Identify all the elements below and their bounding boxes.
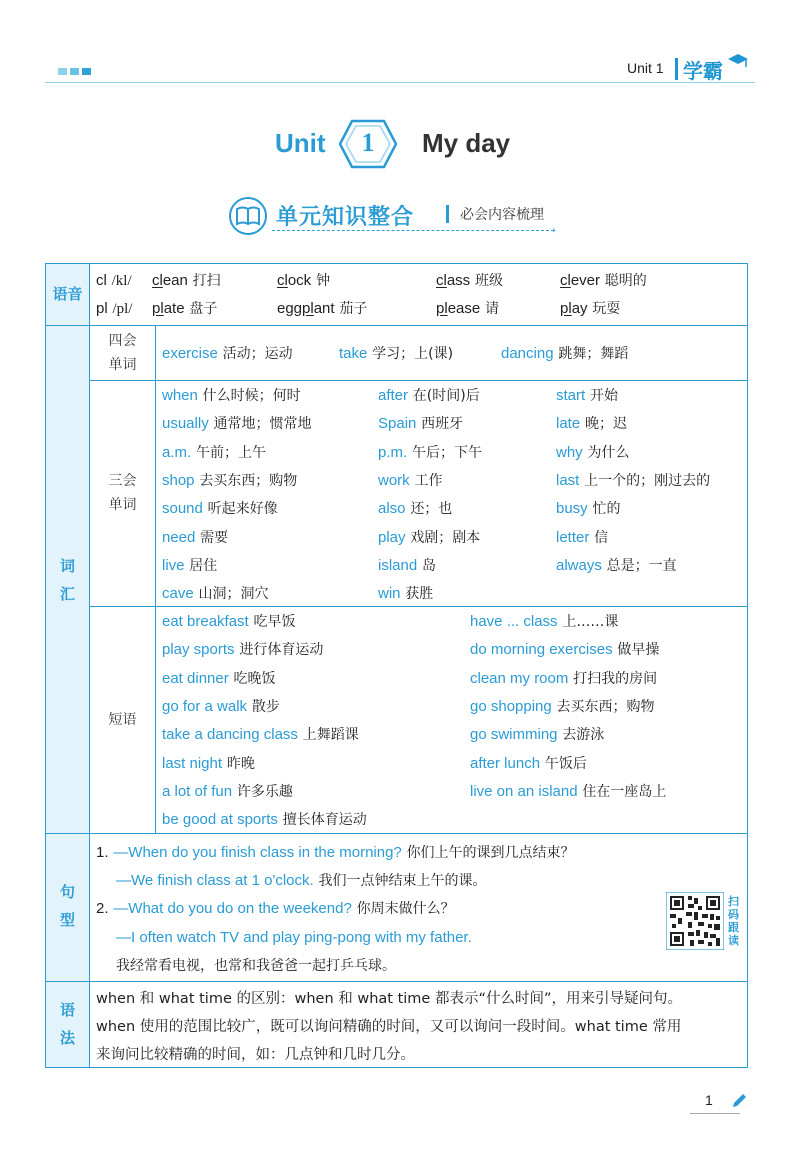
qr-code-icon[interactable] [666,892,724,950]
vocab-item [470,639,659,660]
vocab-cn: 听起来好像 [207,501,278,518]
section-underline [272,230,554,231]
vocab-item: take 学习；上(课) [339,345,454,362]
vocab-en: cave [162,585,194,603]
vocab-item [378,470,442,491]
vocab-en: also [378,500,406,518]
vocab-item [162,555,217,576]
vocab-cn: 通常地；惯常地 [213,416,312,433]
page-number: 1 [705,1092,713,1108]
pron-word: clean 打扫 [152,272,221,289]
vocab-en: why [556,443,583,461]
vocab-en: a lot of fun [162,782,233,800]
pronunciation-row-pl [96,298,132,319]
vocab-cn: 岛 [421,557,436,574]
vocab-en: win [378,585,401,603]
vocab-en: clean my room [470,669,569,687]
vocab-en: play [378,528,406,546]
sentence-2-answer-en: —I often watch TV and play ping-pong with my father. [116,929,472,946]
vocab-cn: 获胜 [405,586,434,603]
vocab-en: take a dancing class [162,726,298,744]
vocab-item [162,498,278,519]
vocab-cn: 打扫我的房间 [573,670,658,687]
vocab-item [378,527,480,548]
vocab-en: sound [162,500,203,518]
vocab-item [162,413,311,434]
section-heading [228,196,568,238]
header-unit-label: Unit 1 [627,60,664,76]
vocab-en: busy [556,500,588,518]
vocab-en: last [556,471,580,489]
pron-word: plate 盘子 [152,300,218,317]
sentence-2-answer-cn: 我经常看电视，也常和我爸爸一起打乒乓球。 [116,958,396,974]
category-vocab-label-2: 汇 [59,585,75,603]
vocab-en: p.m. [378,443,408,461]
vocab-en: shop [162,471,195,489]
vocab-cn: 擅长体育运动 [282,812,367,829]
vocab-cn: 在(时间)后 [412,388,480,404]
vocab-en: a.m. [162,443,192,461]
vocab-cn: 去游泳 [562,727,605,744]
four-skill-label: 四会 单词 [108,333,137,373]
pron-word: eggplant 茄子 [277,300,368,317]
vocab-cn: 吃晚饭 [233,670,276,687]
vocab-en: start [556,387,586,404]
grammar-line: when 使用的范围比较广，既可以询问精确的时间，又可以询问一段时间。what time 常用 [96,1019,682,1035]
vocab-item: exercise 活动；运动 [162,345,293,362]
vocab-cn: 戏剧；剧本 [410,529,481,546]
vocab-item [162,442,266,463]
vocab-item [556,527,608,548]
vocab-cn: 昨晚 [226,755,255,772]
vocab-cn: 为什么 [587,444,630,461]
vocab-item [162,724,359,745]
section-divider [446,205,449,223]
vocab-item [378,442,482,463]
vocab-item [470,781,666,802]
sound-letters: cl [96,272,107,289]
three-skill-label: 三会 单词 [108,473,137,513]
vocab-cn: 去买东西；购物 [556,698,655,715]
vocab-en: need [162,528,196,546]
vocab-cn: 总是；一直 [606,557,677,574]
vocab-item [162,611,296,632]
vocab-item [556,442,629,463]
category-sentence-label-2: 型 [59,911,75,929]
pencil-icon [730,1092,748,1110]
category-grammar-label-2: 法 [59,1029,75,1047]
vocab-item [162,781,293,802]
vocab-item [162,583,268,604]
vocab-cn: 吃早饭 [253,614,296,630]
vocab-cn: 做早操 [617,642,660,659]
vocab-item [556,470,710,491]
ipa: /kl/ [111,273,132,289]
vocab-item [162,470,297,491]
vocab-item [162,385,301,406]
vocab-en: go swimming [470,726,558,744]
section-title: 单元知识整合 [276,205,415,230]
vocab-cn: 信 [594,529,609,546]
vocab-cn: 午饭后 [544,755,587,772]
vocab-en: live on an island [470,782,578,800]
vocab-en: letter [556,528,590,546]
scan-to-read-label: 扫 码 跟 读 [728,895,739,947]
vocab-cn: 去买东西；购物 [199,472,298,489]
pron-word: clock 钟 [277,272,330,289]
sublabel-column-divider [155,326,156,833]
arrow-right-icon: › [552,225,556,236]
section-subtitle: 必会内容梳理 [460,207,544,223]
grammar-line: 来询问比较精确的时间，如：几点钟和几时几分。 [96,1047,415,1063]
vocab-item [556,498,620,519]
vocab-cn: 山洞；洞穴 [198,586,269,603]
phrases-label: 短语 [108,712,137,728]
pron-word: class 班级 [436,272,503,289]
vocab-en: when [162,387,198,404]
vocab-en: do morning exercises [470,641,613,659]
vocab-item [162,668,276,689]
pron-word: please 请 [436,300,499,317]
vocab-en: late [556,415,581,433]
vocab-cn: 午后；下午 [411,444,482,461]
vocab-item [470,611,618,632]
vocab-item [162,753,255,774]
vocab-en: island [378,556,418,574]
vocab-item [470,724,604,745]
vocab-en: go for a walk [162,697,248,715]
vocab-item [470,668,657,689]
vocab-cn: 开始 [589,388,618,404]
title-unit-number: 1 [361,128,375,157]
vocab-item [378,385,480,406]
vocab-cn: 进行体育运动 [239,642,324,659]
vocab-cn: 还；也 [410,501,453,518]
pron-word: clever 聪明的 [560,272,647,289]
vocab-cn: 晚；迟 [584,416,627,433]
vocab-cn: 上……课 [562,614,619,630]
vocab-cn: 忙的 [592,501,621,518]
brand-logo: 学霸 [683,59,723,83]
vocab-en: usually [162,415,209,433]
category-grammar-label-1: 语 [59,1001,75,1019]
vocab-en: go shopping [470,697,552,715]
vocab-item [556,385,618,406]
vocab-cn: 住在一座岛上 [582,783,667,800]
vocab-cn: 什么时候；何时 [202,388,301,404]
vocab-cn: 上舞蹈课 [302,727,359,744]
footer-rule [690,1113,740,1114]
grammar-line: when 和 what time 的区别：when 和 what time 都表示“什么时间”，用来引导疑问句。 [96,991,682,1007]
vocab-cn: 午前；上午 [195,444,266,461]
title-unit-name: My day [422,128,511,158]
vocab-en: last night [162,754,223,772]
vocab-item [162,639,323,660]
row-divider [46,325,747,326]
vocab-en: eat dinner [162,669,229,687]
vocab-item [378,555,436,576]
brand-divider [675,58,678,80]
sentence-2-question: 2. —What do you do on the weekend? 你周末做什么？ [96,900,455,917]
vocab-en: Spain [378,415,417,433]
header-decoration [58,68,91,75]
ipa: /pl/ [112,301,133,317]
vocab-item: dancing 跳舞；舞蹈 [501,345,629,362]
book-icon [228,196,268,236]
vocab-cn: 工作 [414,472,443,489]
vocab-en: after [378,387,409,404]
category-pronunciation-label: 语音 [52,285,83,303]
vocab-item [556,413,627,434]
unit-title [0,118,800,178]
vocab-cn: 许多乐趣 [236,783,293,800]
vocab-item [162,527,228,548]
pron-word: play 玩耍 [560,300,621,317]
vocab-en: work [378,471,410,489]
sentence-1-question: 1. —When do you finish class in the morning? 你们上午的课到几点结束？ [96,844,575,861]
vocab-cn: 西班牙 [421,416,464,433]
vocab-item [378,498,452,519]
vocab-item [556,555,677,576]
vocab-en: play sports [162,641,235,659]
vocab-en: be good at sports [162,811,278,829]
vocab-en: eat breakfast [162,613,249,630]
category-vocab-label-1: 词 [59,557,75,575]
graduation-cap-icon [727,52,749,70]
vocab-en: live [162,556,185,574]
vocab-item [470,696,655,717]
row-divider [90,380,747,381]
header-rule [45,82,755,83]
vocab-item [378,413,463,434]
sentence-1-answer: —We finish class at 1 o'clock. 我们一点钟结束上午的课。 [116,872,487,889]
vocab-en: always [556,556,602,574]
pronunciation-row-cl [96,270,132,291]
vocab-cn: 需要 [200,529,229,546]
row-divider [90,606,747,607]
vocab-en: have ... class [470,613,558,630]
category-sentence-label-1: 句 [59,883,75,901]
vocab-item [378,583,433,604]
vocab-cn: 居住 [189,557,218,574]
vocab-item [162,696,280,717]
vocab-item [470,753,587,774]
category-column-divider [89,264,90,1067]
vocab-en: after lunch [470,754,541,772]
title-unit-word: Unit [275,128,326,158]
sound-letters: pl [96,300,108,317]
vocab-item [162,809,367,830]
vocab-cn: 散步 [251,698,280,715]
vocab-cn: 上一个的；刚过去的 [584,472,711,489]
row-divider [46,833,747,834]
row-divider [46,981,747,982]
